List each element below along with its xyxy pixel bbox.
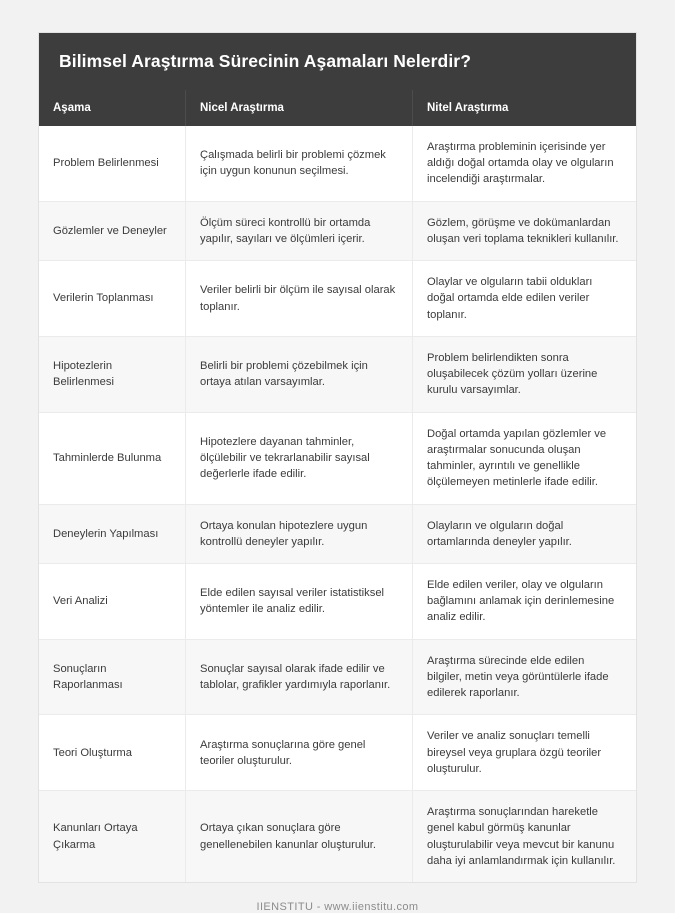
cell-nicel: Belirli bir problemi çözebilmek için ortaya atılan varsayımlar. (186, 336, 413, 412)
cell-nicel: Ortaya çıkan sonuçlara göre genellenebilen kanunlar oluşturulur. (186, 791, 413, 882)
cell-stage: Gözlemler ve Deneyler (39, 201, 186, 260)
table-row (39, 563, 636, 639)
footer-credit: IIENSTITU - www.iienstitu.com (256, 901, 419, 913)
content-card (38, 32, 637, 883)
cell-nicel: Ortaya konulan hipotezlere uygun kontrollü deneyler yapılır. (186, 504, 413, 563)
cell-stage: Teori Oluşturma (39, 715, 186, 791)
table-row (39, 336, 636, 412)
cell-stage: Kanunları Ortaya Çıkarma (39, 791, 186, 882)
cell-stage: Hipotezlerin Belirlenmesi (39, 336, 186, 412)
cell-nitel: Olaylar ve olguların tabii oldukları doğal ortamda elde edilen veriler toplanır. (413, 261, 637, 337)
cell-nitel: Doğal ortamda yapılan gözlemler ve araştırmalar sonucunda oluşan tahminler, ayrıntılı ve genellikle ölçülemeyen metinlerle ifade edilir. (413, 412, 637, 504)
cell-nitel: Araştırma probleminin içerisinde yer aldığı doğal ortamda olay ve olguların incelendiği araştırmalar. (413, 126, 637, 201)
cell-nitel: Gözlem, görüşme ve dokümanlardan oluşan veri toplama teknikleri kullanılır. (413, 201, 637, 260)
cell-nitel: Araştırma sonuçlarından hareketle genel kabul görmüş kanunlar oluşturulabilir veya mevcut bir kanunu daha iyi anlamlandırmak için kullanılır. (413, 791, 637, 882)
cell-stage: Deneylerin Yapılması (39, 504, 186, 563)
table-row (39, 126, 636, 201)
cell-stage: Problem Belirlenmesi (39, 126, 186, 201)
table-row (39, 715, 636, 791)
cell-stage: Tahminlerde Bulunma (39, 412, 186, 504)
cell-nicel: Hipotezlere dayanan tahminler, ölçülebilir ve tekrarlanabilir sayısal değerlerle ifade edilir. (186, 412, 413, 504)
cell-nicel: Veriler belirli bir ölçüm ile sayısal olarak toplanır. (186, 261, 413, 337)
table-body (39, 126, 636, 882)
cell-nitel: Problem belirlendikten sonra oluşabilecek çözüm yolları üzerine kurulu varsayımlar. (413, 336, 637, 412)
table-row (39, 504, 636, 563)
table-header-row (39, 90, 636, 126)
cell-stage: Verilerin Toplanması (39, 261, 186, 337)
cell-nitel: Araştırma sürecinde elde edilen bilgiler, metin veya görüntülerle ifade edilerek raporlanır. (413, 639, 637, 715)
table-row (39, 639, 636, 715)
cell-nitel: Elde edilen veriler, olay ve olguların bağlamını anlamak için derinlemesine analiz edilir. (413, 563, 637, 639)
column-header-nicel: Nicel Araştırma (186, 90, 413, 126)
table-row (39, 791, 636, 882)
title-bar (39, 33, 636, 90)
cell-stage: Veri Analizi (39, 563, 186, 639)
table-header (39, 90, 636, 126)
stages-table (39, 90, 636, 882)
cell-nicel: Sonuçlar sayısal olarak ifade edilir ve tablolar, grafikler yardımıyla raporlanır. (186, 639, 413, 715)
cell-stage: Sonuçların Raporlanması (39, 639, 186, 715)
cell-nicel: Araştırma sonuçlarına göre genel teoriler oluşturulur. (186, 715, 413, 791)
cell-nitel: Olayların ve olguların doğal ortamlarında deneyler yapılır. (413, 504, 637, 563)
column-header-stage: Aşama (39, 90, 186, 126)
cell-nicel: Elde edilen sayısal veriler istatistiksel yöntemler ile analiz edilir. (186, 563, 413, 639)
table-row (39, 412, 636, 504)
cell-nicel: Çalışmada belirli bir problemi çözmek için uygun konunun seçilmesi. (186, 126, 413, 201)
table-row (39, 261, 636, 337)
cell-nicel: Ölçüm süreci kontrollü bir ortamda yapılır, sayıları ve ölçümleri içerir. (186, 201, 413, 260)
table-row (39, 201, 636, 260)
page-title: Bilimsel Araştırma Sürecinin Aşamaları Nelerdir? (59, 51, 471, 71)
cell-nitel: Veriler ve analiz sonuçları temelli bireysel veya gruplara özgü teoriler oluşturulur. (413, 715, 637, 791)
column-header-nitel: Nitel Araştırma (413, 90, 637, 126)
